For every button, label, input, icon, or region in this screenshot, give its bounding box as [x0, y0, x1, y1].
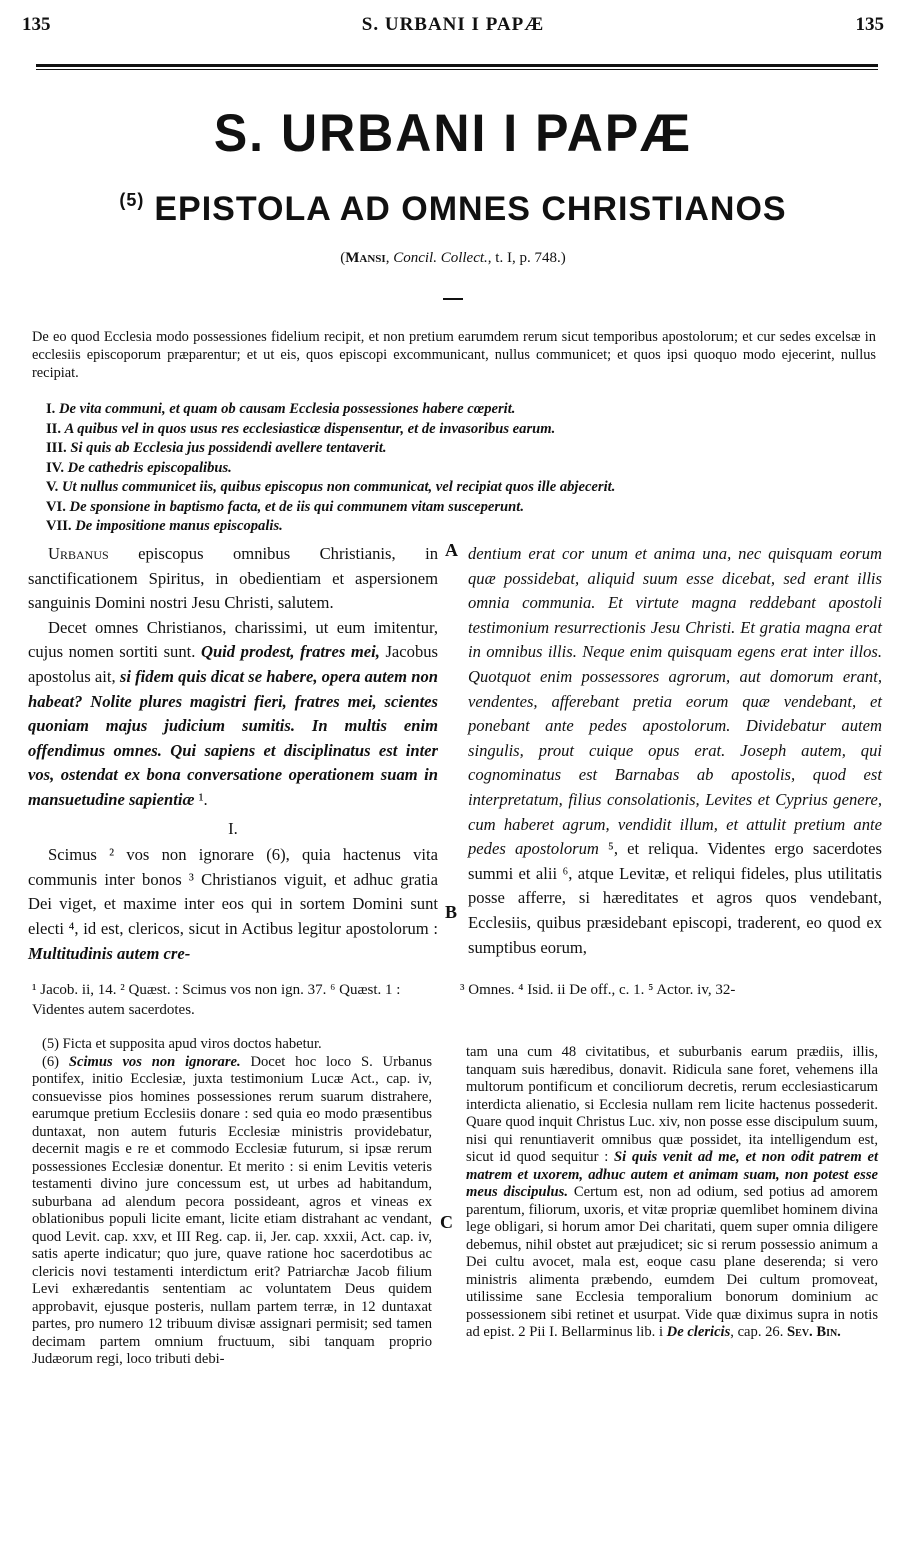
contents-text: A quibus vel in quos usus res ecclesiasticæ dispensentur, et de invasoribus earum. — [64, 420, 556, 437]
notes-right — [466, 1044, 878, 1342]
source-author: Mansi — [345, 250, 386, 266]
contents-num: III. — [46, 440, 67, 456]
note-continuation — [466, 1044, 878, 1342]
margin-letter-a: A — [445, 540, 458, 560]
contents-item — [46, 459, 876, 479]
note-text: Docet hoc loco S. Urbanus pontifex, initio Ecclesiæ, juxta testimonium Lucæ Act., cap. iv, consuevisse pios homines possessiones rerum suarum distrahere, earumque pretium Ecclesiis donare : sed quia eo modo præsentibus duntaxat, non autem futuris Ecclesiæ ministris providebatur, decernit magis e re et commodo Ecclesiæ futurum, si ipsæ rerum possessiones Ecclesiæ donentur. Et merito : si enim Levitis veteris testamenti divino jure concessum est, ut urbes ad habitandum, suburbana ad alendum pecora possideant, agros et vineas ex oblationibus populi licite emant, licite etiam distrahant ac vendant, quod Levit. cap. xxv, et III Reg. cap. ii, Jer. cap. xxxii, Act. cap. iv, satis aperte indicatur; quo jure, quave ratione hoc sacerdotibus ac clericis novi testamenti interdictum erit? Patriarchæ Jacob filium Levi exhæredantis sententiam ac voluntatem Deus quidem approbavit, ejusque posteris, nullam partem terræ, in 12 duntaxat partes, pro numero 12 tribuum divisæ assignari permisit; sed tamen decimam partem omnium fructuum, sibi tanquam proprio Judæorum regi, loco tributi debi- — [32, 1053, 432, 1367]
header-rule — [36, 64, 878, 70]
page-number-right: 135 — [855, 14, 884, 35]
note-quote: Si quis venit ad me, et non odit patrem et matrem et uxorem, adhuc autem et animam suam, non potest esse meus discipulus. — [466, 1149, 878, 1200]
section-heading: I. — [228, 818, 238, 838]
note-5: (5) Ficta et supposita apud viros doctos habetur. — [42, 1036, 322, 1052]
note-text: , cap. 26. — [730, 1324, 788, 1340]
note-lemma: Scimus vos non ignorare. — [68, 1053, 241, 1070]
page-number-left: 135 — [22, 14, 51, 35]
text-run: ⁵, et reliqua. Videntes ergo sacerdotes summi et alii ⁶, atque Levitæ, et reliqui fideles, plus utilitatis posse afferre, si hæreditates et agros quos vendebant, Ecclesiis, quibus præsidebant episcopi, traderent, eo quod ex sumptibus eorum, — [468, 839, 882, 957]
source-ref: , t. I, p. 748.) — [487, 250, 566, 266]
text-run-italic: si fidem quis dicat se habere, opera autem non habeat? Nolite plures magistri fieri, fratres mei, scientes quoniam majus judicium sumitis. In multis enim offendimus omnes. Qui sapiens et disciplinatus est inter vos, ostendat ex bona conversatione operationem suam in mansuetudine sapientiæ — [28, 666, 438, 809]
contents-text: Ut nullus communicet iis, quibus episcopus non communicat, vel recipiat quos ille abjecerit. — [61, 479, 616, 495]
text-run: Scimus ² vos non ignorare (6), quia hactenus vita communis inter bonos ³ Christianos viguit, et adhuc gratia Dei viget, et maxime inter eos qui in sortem Domini sunt electi ⁴, id est, clericos, sicut in Actibus legitur apostolorum : — [28, 845, 438, 938]
salutation-text: episcopus omnibus Christianis, in sanctificationem Spiritus, in obedientiam et aspersionem sanguinis Domini nostri Jesu Christi, salutem. — [28, 544, 438, 613]
source-work: Concil. Collect. — [393, 250, 488, 266]
contents-num: V. — [46, 479, 59, 495]
contents-num: I. — [46, 401, 56, 417]
text-run-italic: Multitudinis autem cre- — [28, 943, 191, 963]
contents-item — [46, 478, 876, 498]
contents-item — [46, 498, 876, 518]
note-text: tam una cum 48 civitatibus, et suburbanis earum prædiis, illis, tanquam suis hæredibus, donavit. Ridicula sane foret, vehemens illa multorum pontificum et conciliorum decretis, rerum ecclesiasticarum interdicta alienatio, si Ecclesia nullam rem licite hactenus possederit. Quare quod inquit Christus Luc. xiv, non posse esse discipulum suum, nisi qui renuntiaverit omnibus quæ possidet, ita intelligendum est, sicut id quod sequitur : — [466, 1044, 878, 1165]
running-head — [22, 14, 884, 42]
contents-num: IV. — [46, 459, 64, 476]
note-work-title: De clericis — [666, 1324, 731, 1340]
note-6 — [32, 1054, 432, 1369]
subtitle-text: EPISTOLA AD OMNES CHRISTIANOS — [154, 190, 787, 228]
contents-item — [46, 400, 876, 420]
salutation-name: Urbanus — [48, 544, 109, 563]
contents-item — [46, 439, 876, 459]
source-citation: (Mansi, Concil. Collect., t. I, p. 748.) — [340, 250, 566, 266]
contents-item — [46, 517, 876, 537]
left-column — [28, 542, 438, 966]
note-label: (6) — [42, 1053, 69, 1070]
margin-letter-b: B — [445, 902, 458, 922]
paragraph — [468, 542, 882, 960]
contents-text: De impositione manus episcopalis. — [75, 518, 283, 534]
running-title: S. URBANI I PAPÆ — [361, 14, 545, 35]
footnote-ref: ¹. — [194, 789, 208, 809]
right-column — [468, 542, 882, 960]
paragraph — [28, 616, 438, 813]
text-run-italic: dentium erat cor unum et anima una, nec quisquam eorum quæ possidebat, aliquid suum esse dicebat, sed erant illis omnia communia. Et virtute magna reddebant apostoli testimonium resurrectionis Jesu Christi. Et gratia magna erat in omnibus illis. Neque enim quisquam egens erat inter illos. Quotquot enim possessores agrorum, aut domorum erant, vendentes, afferebant pretia eorum quæ vendebant, et ponebant ante pedes apostolorum. Dividebatur autem singulis, prout cuique opus erat. Joseph autem, qui cognominatus est Barnabas ab apostolis, quod est interpretatum, filius consolationis, Levites et Cyprius genere, cum haberet agrum, vendidit illum, et attulit pretium ante pedes apostolorum — [468, 544, 882, 859]
contents-num: VII. — [46, 518, 72, 534]
contents-item — [46, 420, 876, 440]
salutation — [28, 542, 438, 616]
contents-text: De cathedris episcopalibus. — [67, 459, 232, 476]
contents-num: II. — [46, 420, 62, 437]
title-dash — [443, 298, 463, 300]
abstract: De eo quod Ecclesia modo possessiones fidelium recipit, et non pretium earumdem rerum sicut temporibus apostolorum; et cur sedes excelsæ in ecclesiis episcoporum præparentur; et ut eis, quos episcopi excommunicant, nullus communicet; et quos ipsi quoquo modo ejecerint, nullus recipiat. — [32, 329, 876, 381]
note-text: Certum est, non ad odium, sed potius ad amorem parentum, filiorum, uxoris, et vitæ propriæ quemlibet hominem divina lege obligari, si horum amor Dei charitati, quem super omnia diligere debemus, nihil obstet aut præjudicet; sic si rerum possessio animum a Dei cultu avocet, mala est, eoque casu plane deserenda; si vero ministris alimenta præbendo, eumdem Dei cultum promoveat, utilissime sane Ecclesia temporalium bonorum dominium ac possessionem sibi retinet et usurpat. Vide quæ diximus supra in notis ad epist. 2 Pii I. Bellarminus lib. i — [466, 1184, 878, 1340]
footnotes-right: ³ Omnes. ⁴ Isid. ii De off., c. 1. ⁵ Actor. iv, 32- — [460, 982, 736, 998]
paragraph — [28, 843, 438, 966]
source-open: ( — [340, 250, 346, 266]
margin-letter-c: C — [440, 1212, 453, 1232]
text-run: Decet omnes Christianos, charissimi, ut eum imitentur, cujus nomen sortiti sunt. — [28, 617, 438, 662]
contents-text: De vita communi, et quam ob causam Ecclesia possessiones habere cœperit. — [58, 401, 516, 417]
contents-text: De sponsione in baptismo facta, et de iis qui communem vitam susceperunt. — [69, 498, 524, 515]
footnotes-left: ¹ Jacob. ii, 14. ² Quæst. : Scimus vos non ign. 37. ⁶ Quæst. 1 : Videntes autem sacerdotes. — [32, 982, 401, 1018]
contents-text: Si quis ab Ecclesia jus possidendi avellere tentaverit. — [70, 440, 387, 456]
subtitle-note-ref: (5) — [119, 190, 145, 210]
document-title: S. URBANI I PAPÆ — [213, 103, 693, 163]
chapter-contents — [46, 400, 876, 537]
document-subtitle — [0, 190, 906, 229]
text-run: Jacobus apostolus ait, — [28, 642, 439, 686]
text-run-italic: Quid prodest, fratres mei, — [200, 642, 380, 662]
notes-left — [32, 1036, 432, 1369]
contents-num: VI. — [46, 498, 66, 515]
note-author: Sev. Bin. — [787, 1324, 841, 1340]
